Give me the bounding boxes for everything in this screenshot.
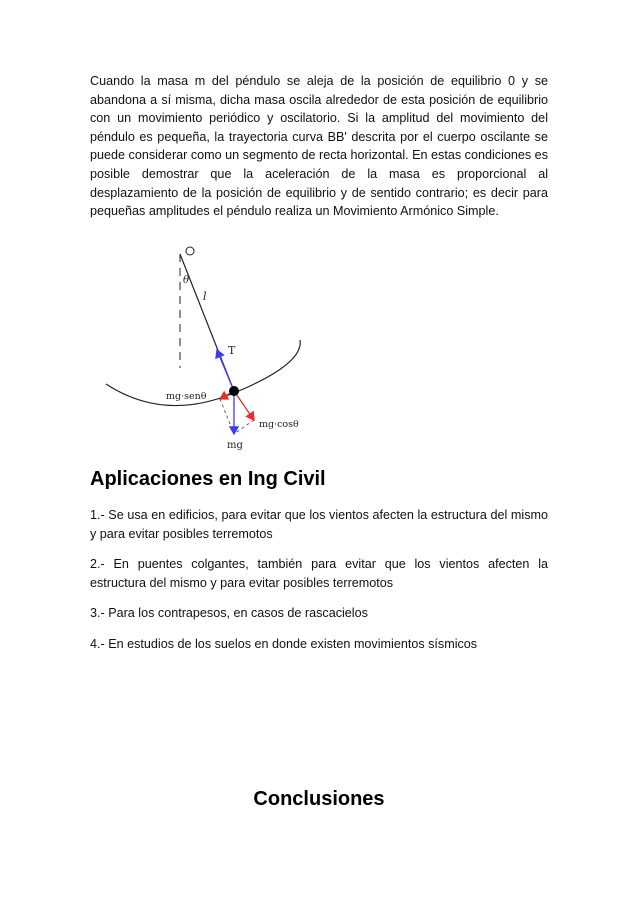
pendulum-mass <box>229 386 239 396</box>
construction-line-1 <box>220 399 234 434</box>
list-item: 2.- En puentes colgantes, también para evitar que los vientos afecten la estructura del mismo y para evitar posibles terremotos <box>90 557 548 590</box>
label-tension: T <box>228 344 236 357</box>
pivot-point <box>186 247 194 255</box>
applications-list <box>90 506 548 666</box>
intro-paragraph: Cuando la masa m del péndulo se aleja de la posición de equilibrio 0 y se abandona a sí misma, dicha masa oscila alrededor de esta posición de equilibrio con un movimiento periódico y oscilatorio. Si la amplitud del movimiento del péndulo es pequeña, la trayectoria curva BB' descrita por el cuerpo oscilante se puede considerar como un segmento de recta horizontal. En estas condiciones es posible demostrar que la aceleración de la masa es proporcional al desplazamiento de la posición de equilibrio y de sentido contrario; es decir para pequeñas amplitudes el péndulo realiza un Movimiento Armónico Simple. <box>90 74 548 219</box>
construction-line-2 <box>234 420 254 434</box>
list-item: 4.- En estudios de los suelos en donde existen movimientos sísmicos <box>90 636 478 651</box>
list-item: 1.- Se usa en edificios, para evitar que los vientos afecten la estructura del mismo y para evitar posibles terremotos <box>90 508 548 541</box>
label-tangential: mg·senθ <box>166 391 207 402</box>
normal-component-arrow <box>234 391 254 420</box>
label-length: l <box>203 290 207 303</box>
label-angle: θ <box>183 275 190 286</box>
label-weight: mg <box>227 440 243 451</box>
list-item: 3.- Para los contrapesos, en casos de rascacielos <box>90 606 368 621</box>
applications-heading: Aplicaciones en Ing Civil <box>90 468 326 490</box>
pendulum-diagram <box>104 240 324 460</box>
conclusions-heading: Conclusiones <box>253 788 385 810</box>
label-normal: mg·cosθ <box>259 419 299 430</box>
pendulum-svg <box>104 240 324 460</box>
